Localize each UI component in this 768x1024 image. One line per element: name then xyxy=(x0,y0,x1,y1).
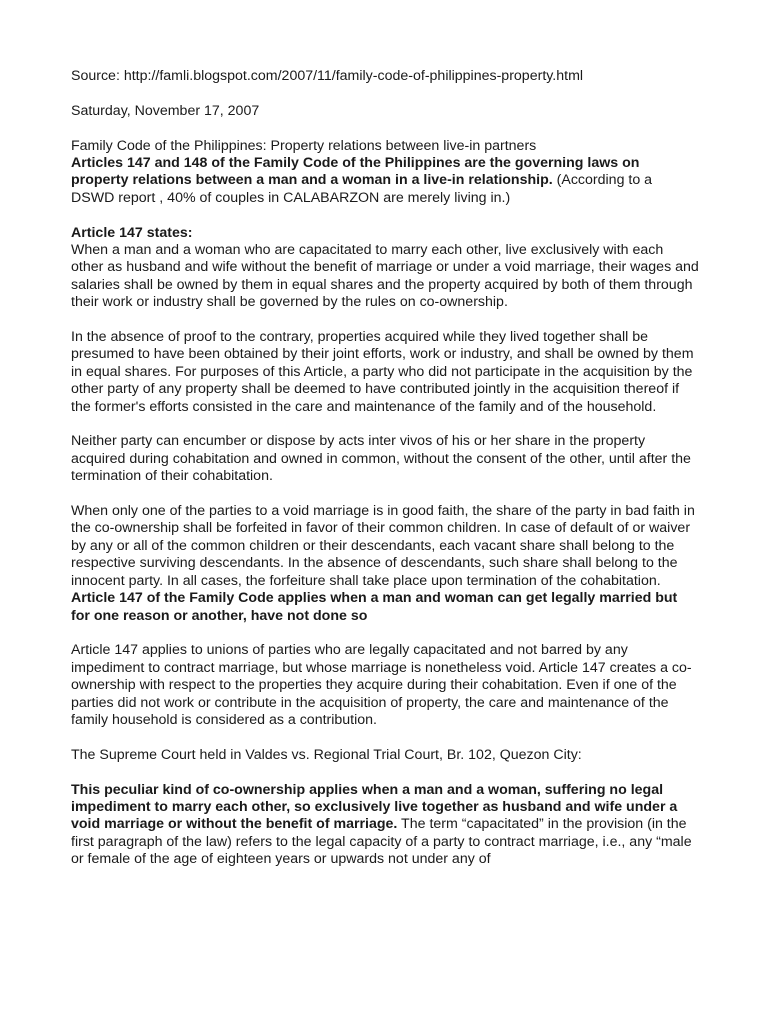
intro-bold-text: Articles 147 and 148 of the Family Code of the Philippines are the governing laws on property relations between a man and a woman in a live-in relationship. xyxy=(71,155,640,189)
court-quote-bold-text: This peculiar kind of co-ownership applies when a man and a woman, suffering no legal impediment to marry each other, so exclusively live together as husband and wife under a void marriage or without the benefit of marriage. xyxy=(71,781,678,833)
article147-paragraph-3: Neither party can encumber or dispose by acts inter vivos of his or her share in the property acquired during cohabitation and owned in common, without the consent of the other, until after the termination of their cohabitation. xyxy=(71,433,691,485)
article147-paragraph-4: When only one of the parties to a void marriage is in good faith, the share of the party in bad faith in the co-ownership shall be forfeited in favor of their common children. In case of default of or waiver by any or all of the common children or their descendants, each vacant share shall belong to the respective surviving descendants. In the absence of descendants, such share shall belong to the innocent party. In all cases, the forfeiture shall take place upon termination of the cohabitation. xyxy=(71,503,695,589)
article147-paragraph-2: In the absence of proof to the contrary, properties acquired while they lived together shall be presumed to have been obtained by their joint efforts, work or industry, and shall be owned by them in equal shares. For purposes of this Article, a party who did not participate in the acquisition by the other party of any property shall be deemed to have contributed jointly in the acquisition thereof if the former's efforts consisted in the care and maintenance of the family and of the household. xyxy=(71,329,694,415)
intro-normal-text: (According to a DSWD report , 40% of couples in CALABARZON are merely living in.) xyxy=(71,172,653,206)
article147-paragraph-1: When a man and a woman who are capacitated to marry each other, live exclusively with each other as husband and wife without the benefit of marriage or under a void marriage, their wages and salaries shall be owned by them in equal shares and the property acquired by both of them through their work or industry shall be governed by the rules on co-ownership. xyxy=(71,242,699,311)
article147-heading: Article 147 states: xyxy=(71,224,193,241)
court-quote-normal-text: The term “capacitated” in the provision (in the first paragraph of the law) refers to the legal capacity of a party to contract marriage, i.e., any “male or female of the age of eighteen years or upwards not under any of xyxy=(71,816,692,868)
intro-paragraph xyxy=(71,155,699,207)
post-title: Family Code of the Philippines: Property relations between live-in partners xyxy=(71,137,537,154)
source-line: Source: http://famli.blogspot.com/2007/11/family-code-of-philippines-property.html xyxy=(71,68,584,84)
date-line: Saturday, November 17, 2007 xyxy=(71,102,260,119)
court-quote-paragraph xyxy=(71,782,699,869)
applies-heading: Article 147 of the Family Code applies when a man and woman can get legally married but for one reason or another, have not done so xyxy=(71,590,678,624)
court-line: The Supreme Court held in Valdes vs. Regional Trial Court, Br. 102, Quezon City: xyxy=(71,746,582,763)
applies-paragraph: Article 147 applies to unions of parties who are legally capacitated and not barred by any impediment to contract marriage, but whose marriage is nonetheless void. Article 147 creates a co-ownership with respect to the properties they acquire during their cohabitation. Even if one of the parties did not work or contribute in the acquisition of property, the care and maintenance of the family household is considered as a contribution. xyxy=(71,642,692,728)
document-page xyxy=(71,68,699,869)
